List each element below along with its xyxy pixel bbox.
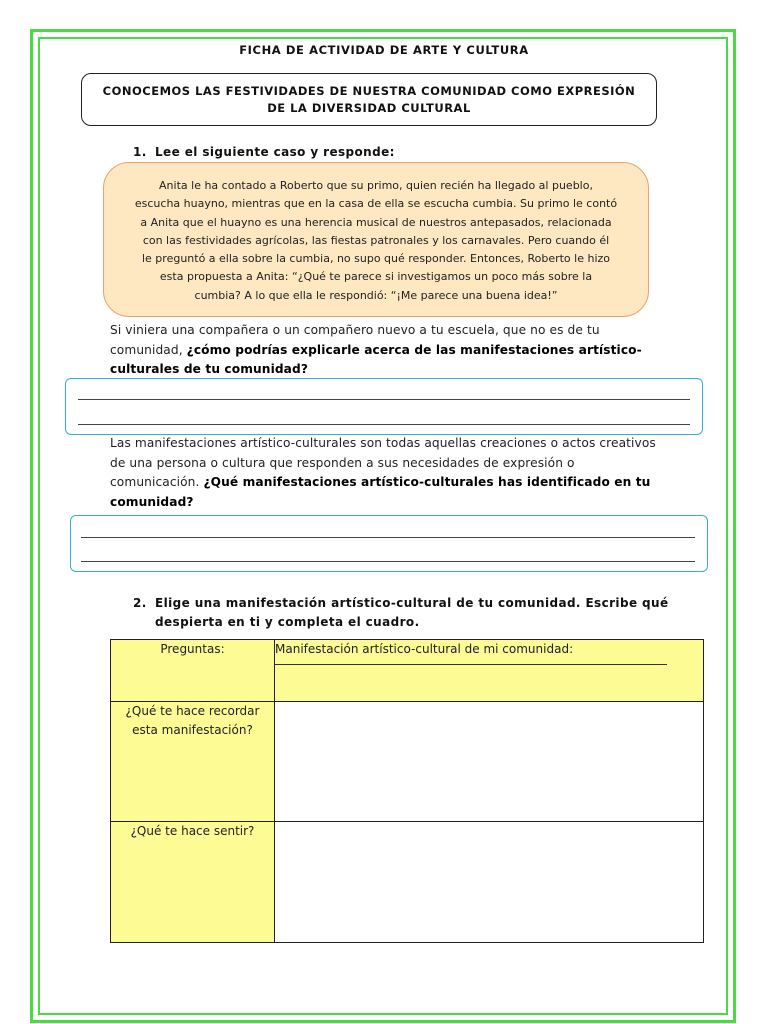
section1-heading-text: Lee el siguiente caso y responde:: [155, 145, 395, 159]
section2-heading-line1: Elige una manifestación artístico-cultural de tu comunidad. Escribe qué: [155, 596, 669, 610]
story-line: con las festividades agrícolas, las fiestas patronales y los carnavales. Pero cuando él: [142, 233, 610, 247]
answer-line[interactable]: [78, 424, 690, 425]
row1-answer-cell[interactable]: [275, 702, 704, 822]
section2-heading: [133, 594, 673, 632]
row2-question: ¿Qué te hace sentir?: [111, 822, 275, 943]
story-box: [103, 162, 649, 317]
table-row: [111, 702, 704, 822]
question2-text: Las manifestaciones artístico-culturales son todas aquellas creaciones o actos creativos de una persona o cultura que responden a sus necesidades de expresión o comunicación.: [110, 436, 656, 489]
question2-paragraph: [110, 434, 660, 512]
section2-heading-line2: despierta en ti y completa el cuadro.: [155, 615, 420, 629]
manifestacion-fill-line[interactable]: [275, 664, 667, 665]
story-line: le preguntó a ella sobre la cumbia, no supo qué responder. Entonces, Roberto le hizo: [141, 252, 611, 266]
question1-paragraph: [110, 321, 650, 380]
header-manifestacion-cell[interactable]: [275, 640, 704, 702]
question1-bold: ¿cómo podrías explicarle acerca de las manifestaciones artístico-culturales de tu comunidad?: [110, 342, 642, 376]
answer-line[interactable]: [78, 399, 690, 400]
answer-line[interactable]: [81, 561, 695, 562]
question1-text: Si viniera una compañera o un compañero nuevo a tu escuela, que no es de tu comunidad,: [110, 323, 600, 357]
subtitle-box: [81, 73, 657, 126]
story-line: escucha huayno, mientras que en la casa de ella se escucha cumbia. Su primo le contó: [134, 197, 618, 211]
section2-number: 2.: [133, 596, 147, 610]
table-header-row: [111, 640, 704, 702]
section1-heading: [133, 143, 395, 162]
story-line: esta propuesta a Anita: “¿Qué te parece si investigamos un poco más sobre la: [159, 270, 593, 284]
story-line: cumbia? A lo que ella le respondió: “¡Me parece una buena idea!”: [194, 288, 558, 302]
header-preguntas: Preguntas:: [111, 640, 275, 702]
row2-answer-cell[interactable]: [275, 822, 704, 943]
answer-box-2[interactable]: [70, 515, 708, 572]
header-manifestacion-label: Manifestación artístico-cultural de mi comunidad:: [275, 642, 574, 656]
subtitle-text: CONOCEMOS LAS FESTIVIDADES DE NUESTRA COMUNIDAD COMO EXPRESIÓN DE LA DIVERSIDAD CULTURAL: [102, 83, 636, 115]
table-row: [111, 822, 704, 943]
answer-box-1[interactable]: [65, 378, 703, 435]
question2-bold: ¿Qué manifestaciones artístico-culturales has identificado en tu comunidad?: [110, 475, 651, 509]
row1-question: ¿Qué te hace recordar esta manifestación?: [111, 702, 275, 822]
page-title: FICHA DE ACTIVIDAD DE ARTE Y CULTURA: [239, 43, 529, 57]
activity-table: [110, 639, 704, 943]
story-line: Anita le ha contado a Roberto que su primo, quien recién ha llegado al pueblo,: [159, 179, 593, 192]
answer-line[interactable]: [81, 537, 695, 538]
story-line: a Anita que el huayno es una herencia musical de nuestros antepasados, relacionada: [140, 215, 612, 229]
section1-number: 1.: [133, 145, 147, 159]
